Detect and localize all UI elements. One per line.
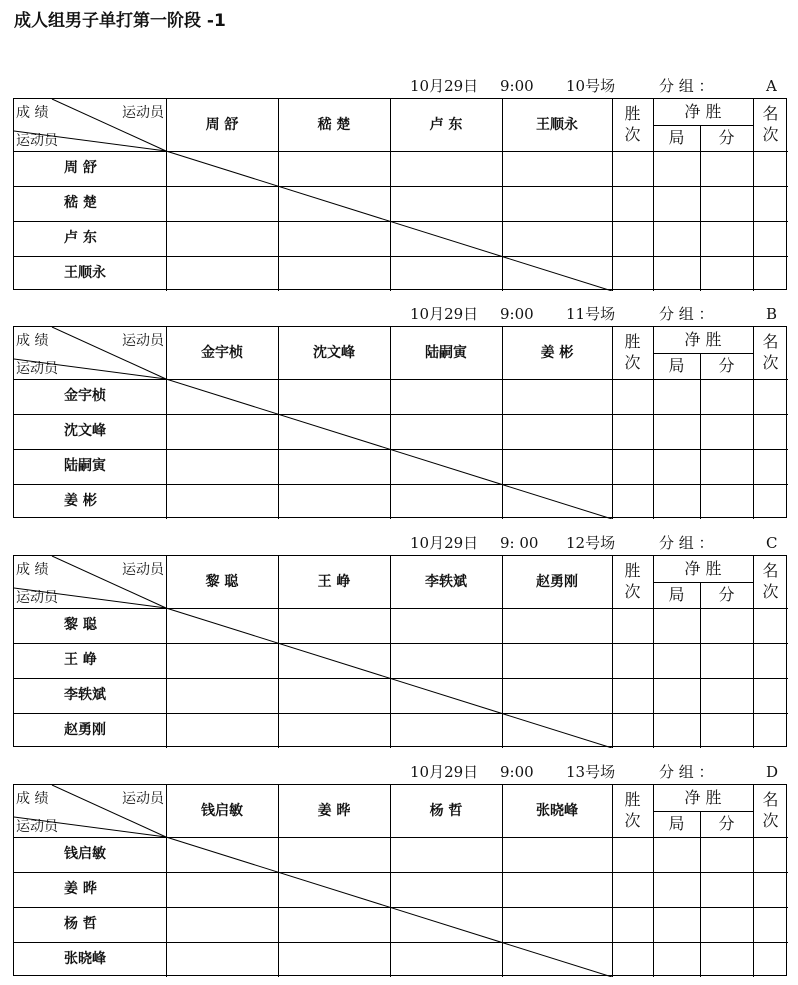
group-label: 分 组 ： <box>659 534 714 552</box>
wins-header: 胜 次 <box>624 790 641 830</box>
column-player-name: 嵇 楚 <box>317 117 351 133</box>
match-court: 13号场 <box>566 763 616 781</box>
match-time: 9:00 <box>500 77 534 95</box>
self-match-diagonal <box>166 608 612 748</box>
column-player-name: 李轶斌 <box>425 574 467 590</box>
match-time: 9:00 <box>500 305 534 323</box>
net-wins-header: 净 胜 <box>684 330 722 349</box>
match-court: 10号场 <box>566 77 616 95</box>
match-date: 10月29日 <box>410 77 479 95</box>
group-block <box>0 531 798 749</box>
games-header: 局 <box>668 585 685 604</box>
row-player-name: 周 舒 <box>64 160 97 176</box>
column-player-name: 王 峥 <box>317 574 351 590</box>
schedule-line <box>0 74 798 98</box>
group-label: 分 组 ： <box>659 305 714 323</box>
column-player-name: 姜 彬 <box>540 345 574 361</box>
round-robin-table <box>13 98 787 290</box>
row-player-name: 王顺永 <box>64 265 106 281</box>
points-header: 分 <box>718 814 735 833</box>
match-court: 12号场 <box>566 534 616 552</box>
row-player-name: 姜 晔 <box>64 881 97 897</box>
net-wins-header: 净 胜 <box>684 102 722 121</box>
column-player-name: 黎 聪 <box>205 574 239 590</box>
round-robin-table <box>13 555 787 747</box>
row-player-name: 赵勇刚 <box>64 722 106 738</box>
athlete-left-label: 运动员 <box>16 590 58 606</box>
self-match-diagonal <box>166 379 612 519</box>
rank-header: 名 次 <box>762 561 779 601</box>
row-player-name: 黎 聪 <box>64 617 97 633</box>
column-player-name: 王顺永 <box>536 117 578 133</box>
row-player-name: 杨 哲 <box>64 916 97 932</box>
schedule-line <box>0 531 798 555</box>
column-player-name: 钱启敏 <box>201 803 243 819</box>
score-label: 成 绩 <box>16 105 49 121</box>
page-title: 成人组男子单打第一阶段 -1 <box>14 11 226 31</box>
column-player-name: 沈文峰 <box>313 345 355 361</box>
athlete-top-label: 运动员 <box>122 791 164 807</box>
column-player-name: 陆嗣寅 <box>425 345 467 361</box>
match-court: 11号场 <box>566 305 616 323</box>
column-player-name: 卢 东 <box>429 117 463 133</box>
group-block <box>0 760 798 978</box>
group-block <box>0 302 798 520</box>
match-date: 10月29日 <box>410 534 479 552</box>
schedule-line <box>0 302 798 326</box>
column-player-name: 赵勇刚 <box>536 574 578 590</box>
row-player-name: 王 峥 <box>64 652 97 668</box>
score-label: 成 绩 <box>16 791 49 807</box>
row-player-name: 李轶斌 <box>64 687 106 703</box>
column-player-name: 周 舒 <box>205 117 239 133</box>
group-label: 分 组 ： <box>659 763 714 781</box>
athlete-left-label: 运动员 <box>16 361 58 377</box>
net-wins-header: 净 胜 <box>684 559 722 578</box>
score-label: 成 绩 <box>16 562 49 578</box>
athlete-left-label: 运动员 <box>16 133 58 149</box>
athlete-top-label: 运动员 <box>122 105 164 121</box>
column-player-name: 金宇桢 <box>201 345 243 361</box>
row-player-name: 张晓峰 <box>64 951 106 967</box>
wins-header: 胜 次 <box>624 104 641 144</box>
group-block <box>0 74 798 292</box>
rank-header: 名 次 <box>762 104 779 144</box>
group-letter: C <box>766 534 778 552</box>
self-match-diagonal <box>166 837 612 977</box>
row-player-name: 金宇桢 <box>64 388 106 404</box>
points-header: 分 <box>718 585 735 604</box>
column-player-name: 张晓峰 <box>536 803 578 819</box>
net-wins-header: 净 胜 <box>684 788 722 807</box>
row-player-name: 姜 彬 <box>64 493 97 509</box>
match-time: 9: 00 <box>500 534 539 552</box>
self-match-diagonal <box>166 151 612 291</box>
wins-header: 胜 次 <box>624 561 641 601</box>
round-robin-table <box>13 784 787 976</box>
wins-header: 胜 次 <box>624 332 641 372</box>
match-date: 10月29日 <box>410 305 479 323</box>
rank-header: 名 次 <box>762 332 779 372</box>
column-player-name: 杨 哲 <box>429 803 463 819</box>
round-robin-table <box>13 326 787 518</box>
rank-header: 名 次 <box>762 790 779 830</box>
group-letter: D <box>766 763 779 781</box>
games-header: 局 <box>668 356 685 375</box>
athlete-left-label: 运动员 <box>16 819 58 835</box>
row-player-name: 卢 东 <box>64 230 97 246</box>
row-player-name: 嵇 楚 <box>64 195 97 211</box>
row-player-name: 钱启敏 <box>64 846 106 862</box>
athlete-top-label: 运动员 <box>122 562 164 578</box>
group-letter: A <box>766 77 777 95</box>
match-time: 9:00 <box>500 763 534 781</box>
games-header: 局 <box>668 814 685 833</box>
group-letter: B <box>766 305 778 323</box>
column-player-name: 姜 晔 <box>317 803 351 819</box>
athlete-top-label: 运动员 <box>122 333 164 349</box>
games-header: 局 <box>668 128 685 147</box>
score-label: 成 绩 <box>16 333 49 349</box>
group-label: 分 组 ： <box>659 77 714 95</box>
points-header: 分 <box>718 356 735 375</box>
row-player-name: 陆嗣寅 <box>64 458 106 474</box>
points-header: 分 <box>718 128 735 147</box>
schedule-line <box>0 760 798 784</box>
match-date: 10月29日 <box>410 763 479 781</box>
row-player-name: 沈文峰 <box>64 423 106 439</box>
